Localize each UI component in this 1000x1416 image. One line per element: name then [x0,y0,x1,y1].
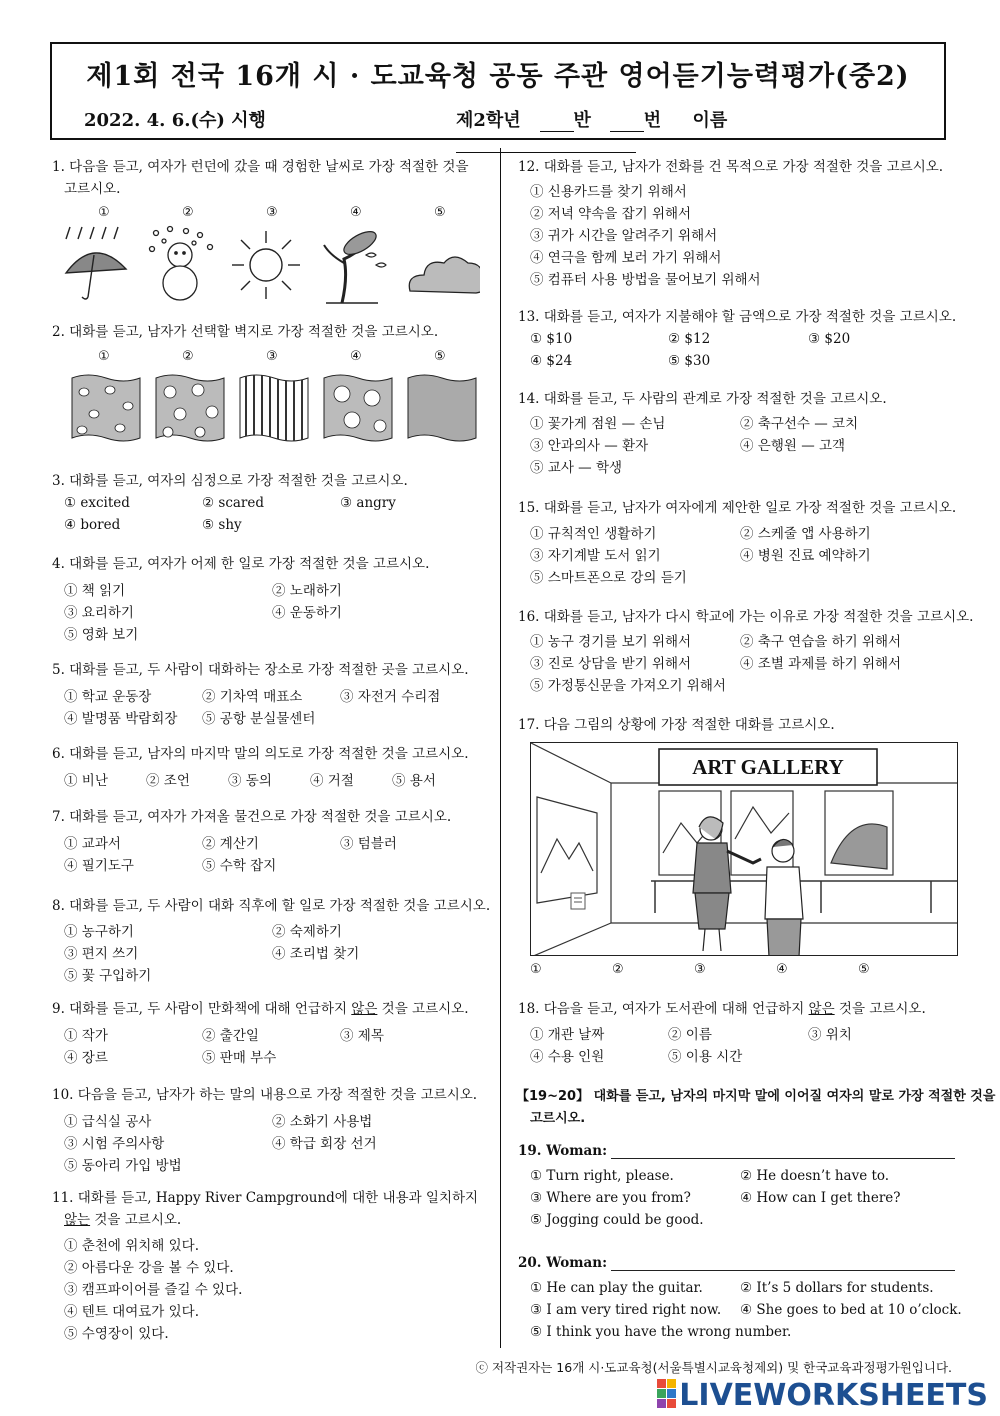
q4-option-2[interactable]: ② 노래하기 [272,583,342,599]
exam-date: 2022. 4. 6.(수) 시행 [84,110,266,131]
question-6 [52,743,468,765]
q18-option-5[interactable]: ⑤ 이용 시간 [668,1049,743,1065]
rain-umbrella-icon [66,227,126,299]
number-label: 번 [643,110,662,131]
gallery-sign-text: ART GALLERY [692,754,844,779]
q8-stem: 8. 대화를 듣고, 두 사람이 대화 직후에 할 일로 가장 적절한 것을 고르시오. [52,898,491,914]
q8-option-4[interactable]: ④ 조리법 찾기 [272,946,360,962]
question-20 [518,1252,955,1274]
name-blank[interactable] [456,134,636,153]
q6-stem: 6. 대화를 듣고, 남자의 마지막 말의 의도로 가장 적절한 것을 고르시오. [52,746,469,762]
q10-option-1[interactable]: ① 급식실 공사 [64,1114,152,1130]
wallpaper-flower-pattern [156,375,224,441]
q7-stem: 7. 대화를 듣고, 여자가 가져올 물건으로 가장 적절한 것을 고르시오. [52,809,452,825]
q5-option-5[interactable]: ⑤ 공항 분실물센터 [202,711,316,727]
question-9 [52,998,469,1020]
instruction-line1: 【19~20】 대화를 듣고, 남자의 마지막 말에 이어질 여자의 말로 가장 적절한 것을 [516,1089,996,1104]
q11-stem-underline: 않는 [64,1212,91,1228]
q2-choice-label-4[interactable]: ④ [350,349,362,364]
q6-option-2[interactable]: ② 조언 [146,773,190,789]
q17-choice-4[interactable]: ④ [776,962,788,977]
q12-option-3[interactable]: ③ 귀가 시간을 알려주기 위해서 [530,228,718,244]
q20-option-1[interactable]: ① He can play the guitar. [530,1280,703,1296]
q11-option-1[interactable]: ① 춘천에 위치해 있다. [64,1238,199,1254]
q8-option-2[interactable]: ② 숙제하기 [272,924,342,940]
q11-option-5[interactable]: ⑤ 수영장이 있다. [64,1326,169,1342]
q18-option-2[interactable]: ② 이름 [668,1027,712,1043]
q14-stem: 14. 대화를 듣고, 두 사람의 관계로 가장 적절한 것을 고르시오. [518,391,887,407]
q9-stem [52,998,469,1020]
q10-option-3[interactable]: ③ 시험 주의사항 [64,1136,165,1152]
wallpaper-plain [408,375,476,441]
q10-option-5[interactable]: ⑤ 동아리 가입 방법 [64,1158,182,1174]
q9-option-1[interactable]: ① 작가 [64,1028,108,1044]
wallpaper-bunny-pattern [72,375,140,441]
q14-option-3[interactable]: ③ 안과의사 — 환자 [530,438,649,454]
q16-option-5[interactable]: ⑤ 가정통신문을 가져오기 위해서 [530,678,726,694]
q5-option-3[interactable]: ③ 자전거 수리점 [340,689,441,705]
q4-option-1[interactable]: ① 책 읽기 [64,583,126,599]
q3-option-1[interactable]: ① excited [64,495,130,511]
q11-option-3[interactable]: ③ 캠프파이어를 즐길 수 있다. [64,1282,243,1298]
question-15 [518,497,956,519]
q13-option-4[interactable]: ④ $24 [530,353,573,369]
column-divider [500,148,501,1348]
q18-stem-a: 18. 다음을 듣고, 여자가 도서관에 대해 언급하지 [518,1001,809,1017]
q9-stem-underline: 않은 [351,1001,378,1017]
question-3 [52,470,408,492]
question-14 [518,388,887,410]
q8-option-5[interactable]: ⑤ 꽃 구입하기 [64,968,152,984]
q18-stem-underline: 않은 [808,1001,835,1017]
q11-option-2[interactable]: ② 아름다운 강을 볼 수 있다. [64,1260,234,1276]
q11-stem-line2 [52,1209,478,1231]
q1-weather-images [60,225,480,305]
q10-stem: 10. 다음을 듣고, 남자가 하는 말의 내용으로 가장 적절한 것을 고르시오. [52,1087,478,1103]
q1-stem-line1: 1. 다음을 듣고, 여자가 런던에 갔을 때 경험한 날씨로 가장 적절한 것을 [52,159,469,175]
question-11 [52,1187,478,1231]
q3-option-2[interactable]: ② scared [202,495,265,511]
q13-option-5[interactable]: ⑤ $30 [668,353,711,369]
copyright-notice: ⓒ 저작권자는 16개 시·도교육청(서울특별시교육청제외) 및 한국교육과정평가원입니다. [475,1360,952,1375]
q9-option-5[interactable]: ⑤ 판매 부수 [202,1050,277,1066]
q19-answer-blank[interactable] [611,1144,955,1159]
q8-option-1[interactable]: ① 농구하기 [64,924,134,940]
q12-stem: 12. 대화를 듣고, 남자가 전화를 건 목적으로 가장 적절한 것을 고르시오. [518,159,944,175]
q11-option-4[interactable]: ④ 텐트 대여료가 있다. [64,1304,199,1320]
q18-option-3[interactable]: ③ 위치 [808,1027,852,1043]
q9-option-2[interactable]: ② 출간일 [202,1028,259,1044]
grade-label: 제2학년 [456,110,521,131]
q4-option-5[interactable]: ⑤ 영화 보기 [64,627,139,643]
q2-choice-label-1[interactable]: ① [98,349,110,364]
q15-option-4[interactable]: ④ 병원 진료 예약하기 [740,548,871,564]
name-label: 이름 [692,110,728,131]
sun-icon [232,231,300,299]
q1-choice-label-3[interactable]: ③ [266,205,278,220]
q19-option-3[interactable]: ③ Where are you from? [530,1190,691,1206]
q9-option-3[interactable]: ③ 제목 [340,1028,384,1044]
q6-option-1[interactable]: ① 비난 [64,773,108,789]
question-4 [52,553,429,575]
q20-option-5[interactable]: ⑤ I think you have the wrong number. [530,1324,792,1340]
q20-option-2[interactable]: ② It’s 5 dollars for students. [740,1280,934,1296]
q16-option-3[interactable]: ③ 진로 상담을 받기 위해서 [530,656,692,672]
q7-option-2[interactable]: ② 계산기 [202,836,259,852]
q16-option-4[interactable]: ④ 조별 과제를 하기 위해서 [740,656,902,672]
q9-stem-b: 것을 고르시오. [377,1001,469,1017]
q15-option-5[interactable]: ⑤ 스마트폰으로 강의 듣기 [530,570,687,586]
q12-option-5[interactable]: ⑤ 컴퓨터 사용 방법을 물어보기 위해서 [530,272,761,288]
q16-stem: 16. 대화를 듣고, 남자가 다시 학교에 가는 이유로 가장 적절한 것을 고르시오. [518,609,974,625]
q8-option-3[interactable]: ③ 편지 쓰기 [64,946,139,962]
question-18 [518,998,926,1020]
question-19 [518,1140,955,1162]
q2-choice-label-2[interactable]: ② [182,349,194,364]
q20-option-4[interactable]: ④ She goes to bed at 10 o’clock. [740,1302,962,1318]
q9-stem-a: 9. 대화를 듣고, 두 사람이 만화책에 대해 언급하지 [52,1001,352,1017]
q2-choice-label-5[interactable]: ⑤ [434,349,446,364]
q16-option-2[interactable]: ② 축구 연습을 하기 위해서 [740,634,902,650]
liveworksheets-brand[interactable] [657,1378,988,1413]
windy-tree-icon [324,227,386,303]
question-13 [518,306,956,328]
q7-option-4[interactable]: ④ 필기도구 [64,858,134,874]
q6-option-3[interactable]: ③ 동의 [228,773,272,789]
q18-stem [518,998,926,1020]
q5-option-4[interactable]: ④ 발명품 박람회장 [64,711,178,727]
q19-option-1[interactable]: ① Turn right, please. [530,1168,674,1184]
q14-option-5[interactable]: ⑤ 교사 — 학생 [530,460,623,476]
q2-stem: 2. 대화를 듣고, 남자가 선택할 벽지로 가장 적절한 것을 고르시오. [52,324,439,340]
question-10 [52,1084,477,1106]
question-17 [518,714,835,736]
q12-option-2[interactable]: ② 저녁 약속을 잡기 위해서 [530,206,692,222]
q5-stem: 5. 대화를 듣고, 두 사람이 대화하는 장소로 가장 적절한 곳을 고르시오. [52,662,469,678]
q13-option-3[interactable]: ③ $20 [808,331,851,347]
question-8 [52,895,490,917]
class-label: 반 [573,110,591,131]
exam-header [50,42,946,140]
q17-choice-1[interactable]: ① [530,962,542,977]
question-12 [518,156,943,178]
q11-stem-b: 것을 고르시오. [90,1212,182,1228]
q19-20-instruction [516,1086,995,1130]
q20-answer-blank[interactable] [611,1256,955,1271]
q20-option-3[interactable]: ③ I am very tired right now. [530,1302,722,1318]
q3-option-5[interactable]: ⑤ shy [202,517,242,533]
brand-text: LIVEWORKSHEETS [679,1378,988,1413]
student-info [456,106,914,153]
question-5 [52,659,468,681]
q7-option-1[interactable]: ① 교과서 [64,836,121,852]
q17-choice-5[interactable]: ⑤ [858,962,870,977]
q1-choice-label-5[interactable]: ⑤ [434,205,446,220]
q4-option-3[interactable]: ③ 요리하기 [64,605,134,621]
class-blank[interactable] [540,113,574,132]
cloud-icon [409,257,480,293]
q5-option-1[interactable]: ① 학교 운동장 [64,689,152,705]
wallpaper-stripe-pattern [240,372,308,444]
q19-option-5[interactable]: ⑤ Jogging could be good. [530,1212,704,1228]
q3-option-3[interactable]: ③ angry [340,495,396,511]
question-7 [52,806,451,828]
q19-option-4[interactable]: ④ How can I get there? [740,1190,901,1206]
q16-option-1[interactable]: ① 농구 경기를 보기 위해서 [530,634,692,650]
q14-option-1[interactable]: ① 꽃가게 점원 — 손님 [530,416,666,432]
q15-option-3[interactable]: ③ 자기계발 도서 읽기 [530,548,661,564]
back-wall-paintings [659,791,893,875]
q13-stem: 13. 대화를 듣고, 여자가 지불해야 할 금액으로 가장 적절한 것을 고르시오. [518,309,957,325]
question-2 [52,321,438,343]
q18-option-1[interactable]: ① 개관 날짜 [530,1027,605,1043]
q17-choice-3[interactable]: ③ [694,962,706,977]
q1-choice-label-2[interactable]: ② [182,205,194,220]
q10-option-2[interactable]: ② 소화기 사용법 [272,1114,373,1130]
q2-choice-label-3[interactable]: ③ [266,349,278,364]
q7-option-5[interactable]: ⑤ 수학 잡지 [202,858,277,874]
q5-option-2[interactable]: ② 기차역 매표소 [202,689,303,705]
left-wall-painting [537,797,597,903]
q3-stem: 3. 대화를 듣고, 여자의 심정으로 가장 적절한 것을 고르시오. [52,473,408,489]
q17-choice-2[interactable]: ② [612,962,624,977]
question-1 [52,156,468,200]
q12-option-4[interactable]: ④ 연극을 함께 보러 가기 위해서 [530,250,722,266]
wall-label-icon [571,893,585,909]
q6-option-4[interactable]: ④ 거절 [310,773,354,789]
q20-label: 20. Woman: [518,1255,608,1271]
number-blank[interactable] [610,113,644,132]
q15-option-2[interactable]: ② 스케줄 앱 사용하기 [740,526,871,542]
q15-option-1[interactable]: ① 규칙적인 생활하기 [530,526,657,542]
q1-choice-label-1[interactable]: ① [98,205,110,220]
wallpaper-dot-pattern [324,375,392,441]
instruction-line2: 고르시오. [530,1111,586,1126]
art-gallery-illustration [530,742,958,956]
q1-stem-line2: 고르시오. [64,181,121,197]
q2-wallpaper-images [70,372,480,444]
exam-title: 제1회 전국 16개 시 · 도교육청 공동 주관 영어듣기능력평가(중2) [86,61,910,92]
q13-option-2[interactable]: ② $12 [668,331,711,347]
question-16 [518,606,973,628]
q18-option-4[interactable]: ④ 수용 인원 [530,1049,605,1065]
q12-option-1[interactable]: ① 신용카드를 찾기 위해서 [530,184,687,200]
q10-option-4[interactable]: ④ 학급 회장 선거 [272,1136,377,1152]
q4-stem: 4. 대화를 듣고, 여자가 어제 한 일로 가장 적절한 것을 고르시오. [52,556,430,572]
q1-choice-label-4[interactable]: ④ [350,205,362,220]
q6-option-5[interactable]: ⑤ 용서 [392,773,436,789]
q14-option-2[interactable]: ② 축구선수 — 코치 [740,416,859,432]
q9-option-4[interactable]: ④ 장르 [64,1050,108,1066]
q19-label: 19. Woman: [518,1143,608,1159]
liveworksheets-logo-icon [657,1379,677,1409]
q18-stem-b: 것을 고르시오. [834,1001,926,1017]
q17-stem: 17. 다음 그림의 상황에 가장 적절한 대화를 고르시오. [518,717,835,733]
snowman-icon [150,227,213,301]
q11-stem-line1: 11. 대화를 듣고, Happy River Campground에 대한 내용과 일치하지 [52,1190,479,1206]
q4-option-4[interactable]: ④ 운동하기 [272,605,342,621]
q7-option-3[interactable]: ③ 텀블러 [340,836,397,852]
q19-option-2[interactable]: ② He doesn’t have to. [740,1168,890,1184]
q14-option-4[interactable]: ④ 은행원 — 고객 [740,438,846,454]
q3-option-4[interactable]: ④ bored [64,517,121,533]
q15-stem: 15. 대화를 듣고, 남자가 여자에게 제안한 일로 가장 적절한 것을 고르시오. [518,500,957,516]
q13-option-1[interactable]: ① $10 [530,331,573,347]
